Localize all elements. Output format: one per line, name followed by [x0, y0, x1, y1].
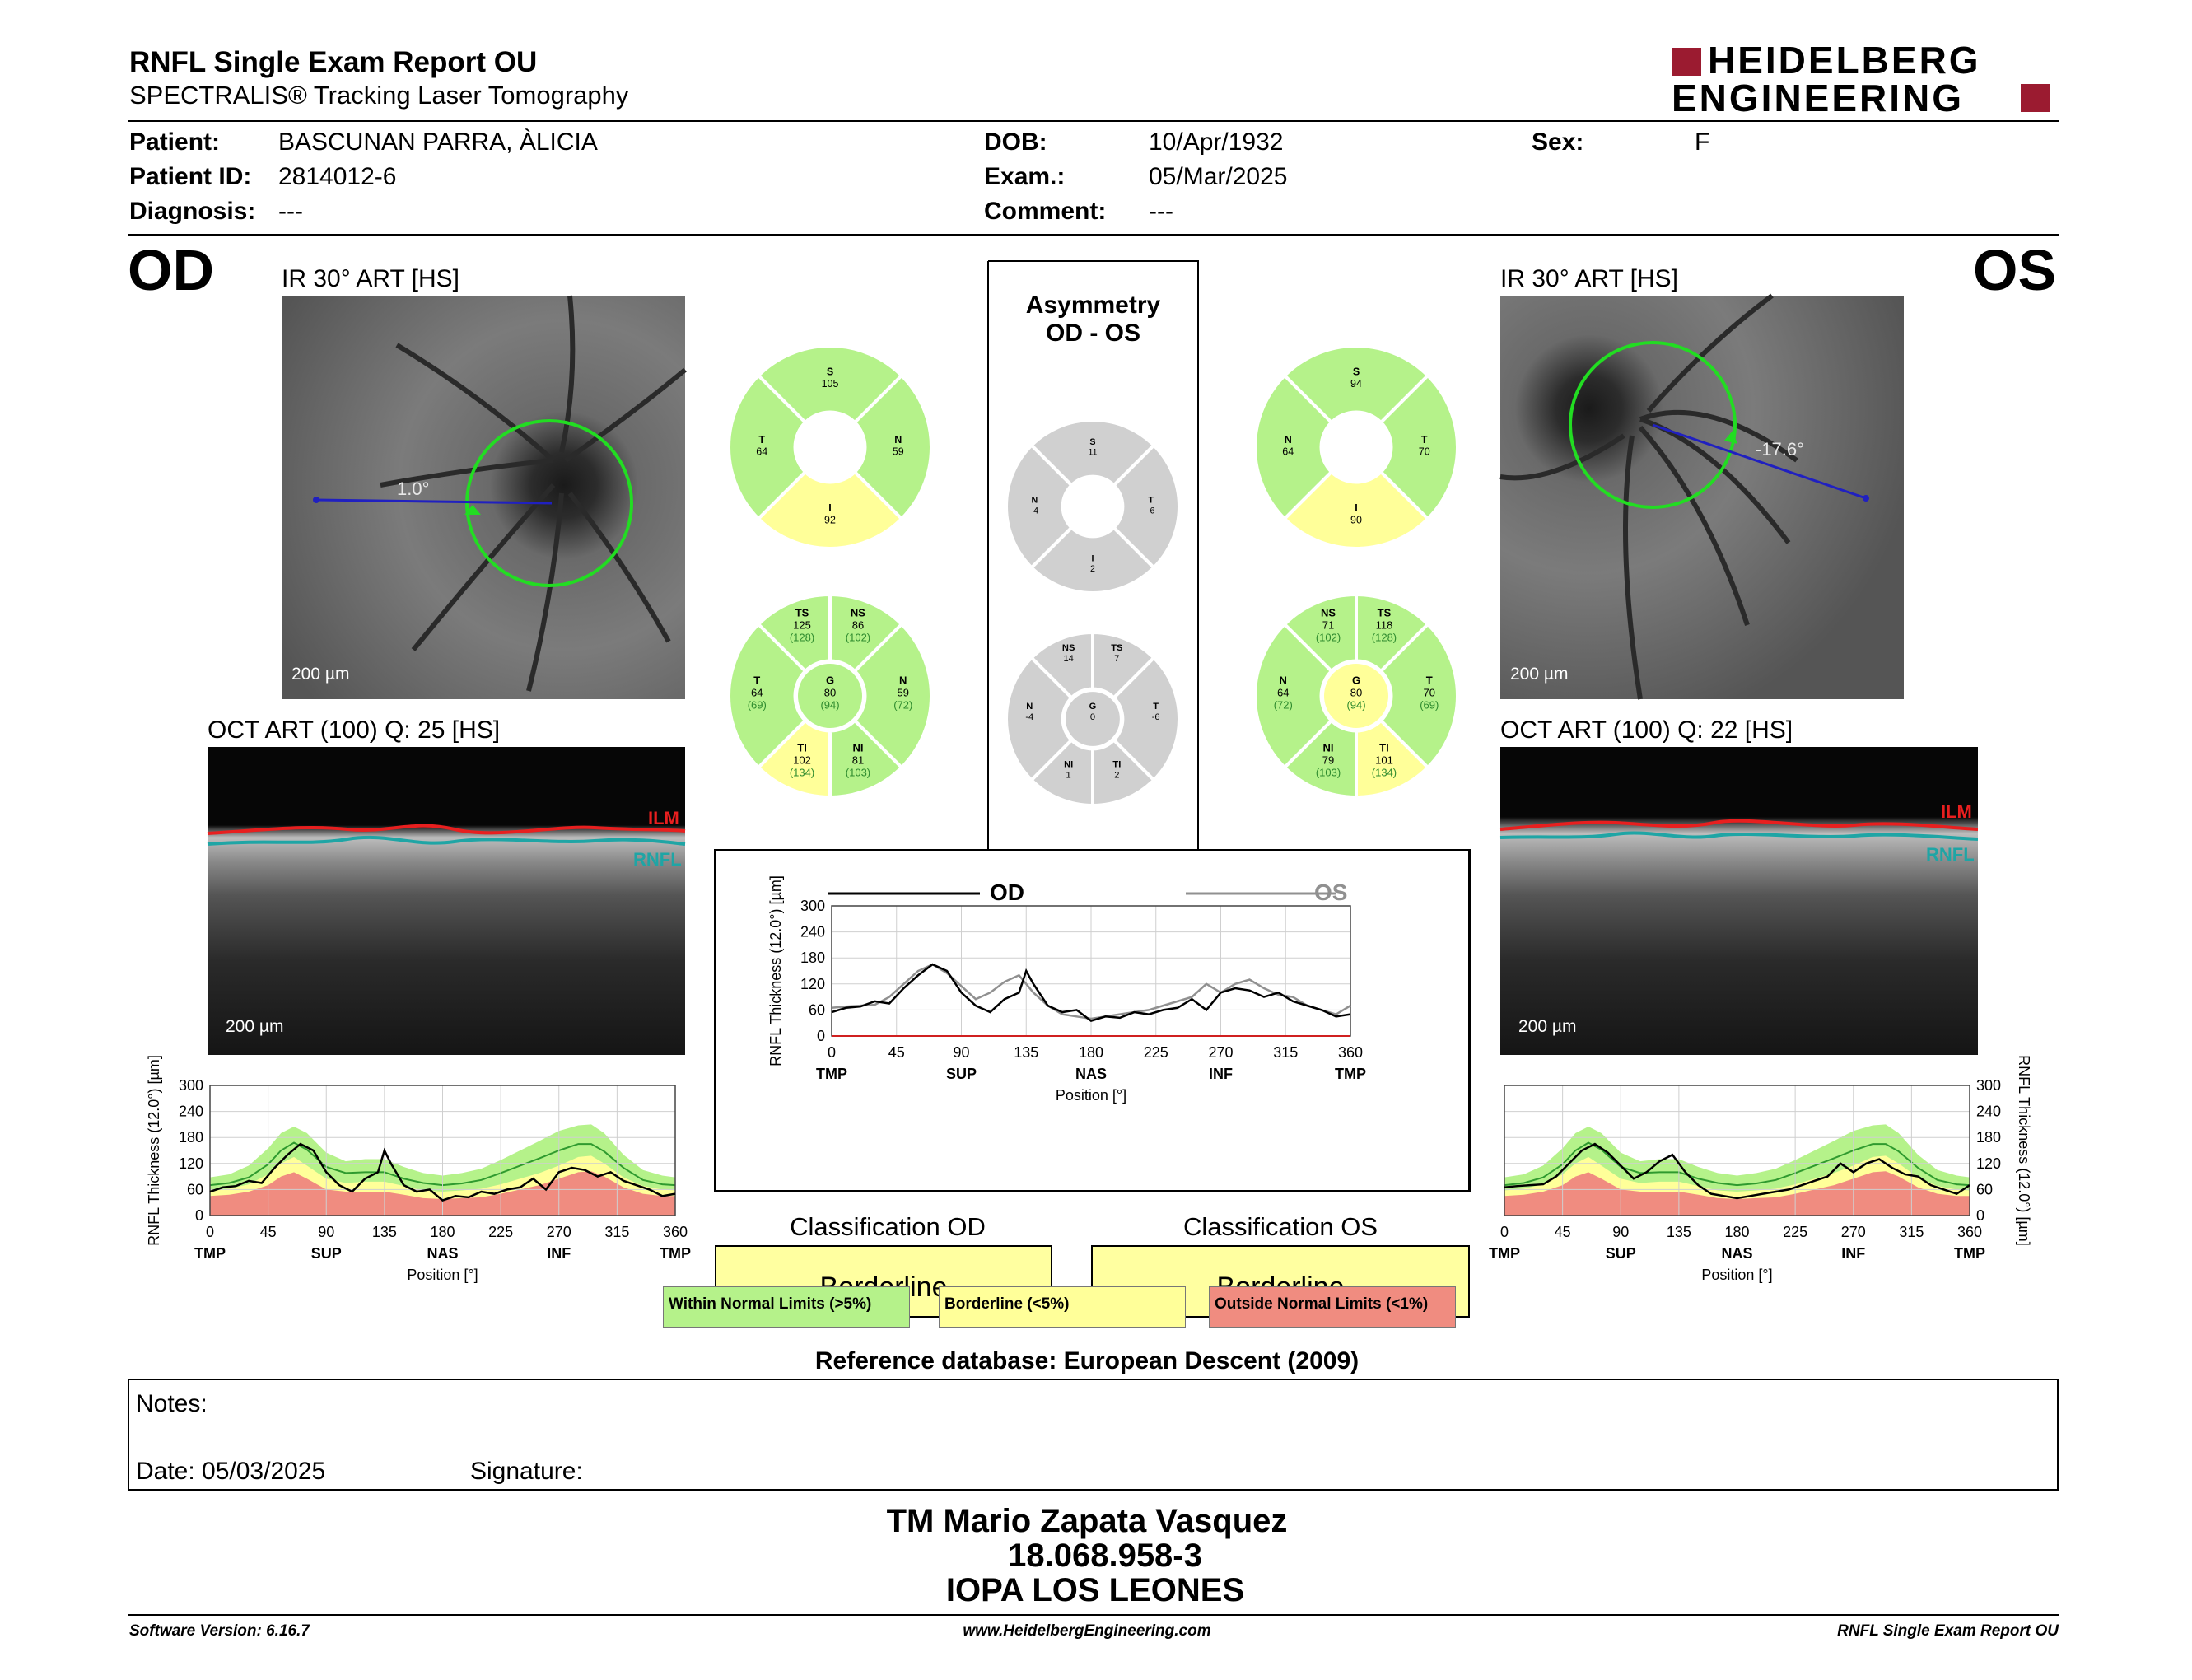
- sector-value-label: 79: [1322, 754, 1335, 767]
- sector-label: NAS: [427, 1245, 459, 1262]
- legend-borderline: Borderline (<5%): [939, 1286, 1186, 1328]
- y-tick-label: 0: [816, 1028, 825, 1044]
- od-profile-chart: [136, 1055, 691, 1293]
- y-tick-label: 0: [194, 1207, 203, 1224]
- os-legend-label: OS: [1314, 880, 1348, 905]
- patient-id-label: Patient ID:: [129, 163, 252, 190]
- x-tick-label: 315: [1273, 1044, 1299, 1061]
- sector-code-label: T: [753, 674, 761, 687]
- y-axis-label: RNFL Thickness (12.0°) [µm]: [767, 875, 784, 1066]
- sector-value-label: 59: [897, 686, 909, 699]
- comment-value: ---: [1149, 198, 1173, 225]
- sector-value-label: 64: [1282, 446, 1294, 458]
- x-tick-label: 180: [1724, 1224, 1750, 1240]
- od-oct-image: [208, 747, 685, 1055]
- x-tick-label: 360: [1337, 1044, 1364, 1061]
- sector-reference-label: (94): [1346, 698, 1366, 712]
- sector-reference-label: (94): [820, 698, 840, 712]
- sector-reference-label: (102): [845, 631, 871, 644]
- report-title: RNFL Single Exam Report OU: [129, 46, 538, 78]
- sector-label: INF: [1209, 1066, 1233, 1082]
- legend-within-normal: Within Normal Limits (>5%): [663, 1286, 910, 1328]
- sector-code-label: NS: [1061, 642, 1075, 653]
- y-tick-label: 120: [178, 1155, 203, 1172]
- asymmetry-quadrant-wheel: [1005, 418, 1181, 595]
- sector-code-label: G: [1351, 674, 1361, 687]
- sector-code-label: T: [1420, 434, 1428, 446]
- od-ir-scale: 200 µm: [291, 665, 350, 684]
- sector-value-label: -4: [1025, 712, 1034, 722]
- sex-value: F: [1695, 128, 1710, 156]
- diagnosis-label: Diagnosis:: [129, 198, 256, 225]
- x-tick-label: 180: [430, 1224, 455, 1240]
- sector-reference-label: (72): [1273, 698, 1293, 712]
- sector-value-label: -6: [1146, 506, 1155, 516]
- sector-value-label: 70: [1418, 446, 1430, 458]
- sector-label: TMP: [194, 1245, 226, 1262]
- sector-code-label: NS: [850, 606, 865, 619]
- y-tick-label: 180: [1976, 1129, 2002, 1146]
- x-tick-label: 315: [604, 1224, 630, 1240]
- sector-value-label: 80: [1350, 686, 1363, 699]
- sector-code-label: T: [1425, 674, 1433, 687]
- od-ir-image: [282, 296, 685, 699]
- od-legend-label: OD: [990, 880, 1024, 905]
- sector-label: TMP: [1954, 1245, 1985, 1262]
- notes-box: [128, 1379, 2059, 1491]
- sector-value-label: 7: [1114, 654, 1120, 665]
- signature-label: Signature:: [470, 1458, 583, 1485]
- patient-id: 2814012-6: [278, 163, 397, 190]
- os-profile-chart: [1489, 1055, 2038, 1293]
- y-tick-label: 300: [800, 898, 825, 914]
- x-tick-label: 0: [205, 1224, 215, 1240]
- od-classification-title: Classification OD: [790, 1212, 986, 1241]
- os-classification-title: Classification OS: [1182, 1212, 1378, 1241]
- sector-value-label: 71: [1322, 618, 1335, 632]
- os-ir-label: IR 30° ART [HS]: [1500, 265, 1678, 292]
- sector-value-label: 2: [1114, 770, 1120, 781]
- sector-reference-label: (134): [789, 766, 815, 779]
- os-eye-label: OS: [1973, 238, 2057, 302]
- sector-value-label: 105: [821, 377, 839, 390]
- sector-code-label: N: [1279, 674, 1287, 687]
- x-tick-label: 225: [1783, 1224, 1808, 1240]
- x-tick-label: 45: [259, 1224, 277, 1240]
- x-tick-label: 0: [1499, 1224, 1509, 1240]
- x-tick-label: 135: [371, 1224, 397, 1240]
- sector-value-label: 0: [1089, 712, 1096, 722]
- sector-code-label: TS: [1377, 606, 1392, 619]
- sector-reference-label: (69): [747, 698, 767, 712]
- asymmetry-title: Asymmetry OD - OS: [1025, 292, 1161, 347]
- sector-code-label: T: [1153, 701, 1159, 712]
- y-tick-label: 60: [808, 1001, 825, 1019]
- os-oct-image: [1500, 747, 1978, 1055]
- sector-code-label: G: [825, 674, 835, 687]
- x-tick-label: 135: [1014, 1044, 1039, 1061]
- sector-code-label: N: [1026, 701, 1033, 712]
- x-tick-label: 180: [1078, 1044, 1104, 1061]
- sector-value-label: -6: [1151, 712, 1160, 722]
- os-ir-image: [1500, 296, 1904, 699]
- os-ilm-label: ILM: [1941, 801, 1972, 822]
- sector-label: INF: [1841, 1245, 1866, 1262]
- od-oct-label: OCT ART (100) Q: 25 [HS]: [208, 716, 501, 744]
- sector-label: TMP: [660, 1245, 691, 1262]
- sector-code-label: N: [1031, 495, 1038, 506]
- legend-outside-normal: Outside Normal Limits (<1%): [1209, 1286, 1456, 1328]
- patient-label: Patient:: [129, 128, 221, 156]
- notes-label: Notes:: [136, 1390, 208, 1417]
- sector-reference-label: (103): [845, 766, 871, 779]
- report-subtitle: SPECTRALIS® Tracking Laser Tomography: [129, 81, 629, 110]
- x-tick-label: 360: [1956, 1224, 1983, 1240]
- comparison-chart: [741, 873, 1367, 1120]
- footer-website[interactable]: www.HeidelbergEngineering.com: [963, 1622, 1211, 1640]
- sector-label: NAS: [1075, 1066, 1108, 1082]
- sector-code-label: NI: [1322, 741, 1334, 754]
- sector-value-label: 86: [851, 618, 865, 632]
- sector-code-label: S: [826, 366, 834, 378]
- sector-code-label: N: [899, 674, 907, 687]
- sector-reference-label: (103): [1315, 766, 1341, 779]
- sector-value-label: -4: [1030, 506, 1039, 516]
- y-tick-label: 120: [1976, 1155, 2002, 1172]
- sector-label: SUP: [945, 1066, 977, 1082]
- exam-label: Exam.:: [984, 163, 1066, 190]
- asymmetry-sector-wheel: [1005, 631, 1181, 807]
- x-tick-label: 45: [888, 1044, 905, 1061]
- y-tick-label: 300: [1976, 1077, 2002, 1094]
- od-rnfl-label: RNFL: [633, 849, 682, 870]
- x-axis-label: Position [°]: [1055, 1087, 1127, 1104]
- os-oct-label: OCT ART (100) Q: 22 [HS]: [1500, 716, 1793, 744]
- sector-reference-label: (134): [1371, 766, 1397, 779]
- x-tick-label: 270: [1840, 1224, 1866, 1240]
- od-oct-scale: 200 µm: [226, 1017, 284, 1036]
- x-tick-label: 90: [1612, 1224, 1630, 1240]
- sector-code-label: NS: [1321, 606, 1336, 619]
- sector-code-label: G: [1089, 701, 1097, 712]
- od-sector-wheel: [727, 593, 933, 799]
- sector-reference-label: (128): [1371, 631, 1397, 644]
- sector-reference-label: (128): [789, 631, 815, 644]
- patient-name: BASCUNAN PARRA, ÀLICIA: [278, 128, 598, 156]
- sector-code-label: NI: [1064, 759, 1074, 770]
- sector-code-label: TS: [1111, 642, 1123, 653]
- y-tick-label: 240: [178, 1103, 203, 1120]
- sector-code-label: TI: [797, 741, 807, 754]
- exam-date: 05/Mar/2025: [1149, 163, 1288, 190]
- sector-code-label: S: [1089, 437, 1096, 448]
- sector-value-label: 118: [1375, 618, 1393, 632]
- sector-value-label: 80: [823, 686, 837, 699]
- od-ir-label: IR 30° ART [HS]: [282, 265, 459, 292]
- sector-label: NAS: [1721, 1245, 1753, 1262]
- sector-code-label: I: [1355, 502, 1358, 514]
- y-axis-label: RNFL Thickness (12.0°) [µm]: [2016, 1055, 2032, 1246]
- sector-label: SUP: [310, 1245, 342, 1262]
- od-ilm-label: ILM: [648, 808, 679, 828]
- od-quadrant-wheel: [727, 344, 933, 550]
- sector-code-label: I: [1091, 553, 1094, 564]
- y-tick-label: 60: [1976, 1181, 1994, 1198]
- stamp-id: 18.068.958-3: [1008, 1538, 1202, 1574]
- x-tick-label: 90: [953, 1044, 970, 1061]
- sector-value-label: 90: [1350, 514, 1362, 526]
- y-tick-label: 180: [800, 950, 825, 967]
- sector-code-label: TI: [1112, 759, 1122, 770]
- x-axis-label: Position [°]: [1701, 1267, 1773, 1283]
- y-tick-label: 300: [178, 1077, 203, 1094]
- x-tick-label: 135: [1666, 1224, 1691, 1240]
- os-sector-wheel: [1253, 593, 1459, 799]
- y-tick-label: 180: [178, 1129, 203, 1146]
- sector-value-label: 94: [1350, 377, 1362, 390]
- x-tick-label: 360: [662, 1224, 688, 1240]
- sector-value-label: 125: [793, 618, 811, 632]
- sector-label: TMP: [816, 1066, 847, 1082]
- sector-code-label: T: [758, 434, 766, 446]
- os-rnfl-label: RNFL: [1926, 844, 1975, 865]
- sector-value-label: 2: [1090, 564, 1095, 575]
- reference-database: Reference database: European Descent (2009): [814, 1347, 1360, 1374]
- stamp-name: TM Mario Zapata Vasquez: [886, 1503, 1288, 1539]
- signature-stamp: [0, 1504, 2174, 1608]
- sector-value-label: 64: [756, 446, 768, 458]
- sector-code-label: N: [1284, 434, 1292, 446]
- sector-value-label: 14: [1063, 654, 1074, 665]
- sector-code-label: NI: [852, 741, 864, 754]
- sector-label: INF: [547, 1245, 571, 1262]
- od-angle-label: 1.0°: [397, 478, 430, 499]
- comment-label: Comment:: [984, 198, 1107, 225]
- x-tick-label: 270: [1208, 1044, 1234, 1061]
- sector-label: TMP: [1489, 1245, 1520, 1262]
- x-axis-label: Position [°]: [407, 1267, 478, 1283]
- sector-value-label: 81: [851, 754, 865, 767]
- sector-reference-label: (69): [1420, 698, 1439, 712]
- sector-value-label: 92: [824, 514, 836, 526]
- sector-reference-label: (72): [893, 698, 913, 712]
- sector-value-label: 64: [751, 686, 763, 699]
- dob-label: DOB:: [984, 128, 1047, 156]
- stamp-clinic: IOPA LOS LEONES: [945, 1572, 1245, 1608]
- od-eye-label: OD: [128, 238, 214, 302]
- y-tick-label: 240: [800, 923, 825, 940]
- sector-code-label: TS: [795, 606, 809, 619]
- os-angle-label: -17.6°: [1756, 439, 1804, 460]
- dob-value: 10/Apr/1932: [1149, 128, 1284, 156]
- y-tick-label: 120: [800, 975, 825, 992]
- software-version: Software Version: 6.16.7: [129, 1622, 310, 1640]
- sector-code-label: S: [1352, 366, 1360, 378]
- sector-label: SUP: [1605, 1245, 1636, 1262]
- os-ir-scale: 200 µm: [1510, 665, 1569, 684]
- sector-value-label: 1: [1066, 770, 1071, 781]
- sector-value-label: 70: [1423, 686, 1435, 699]
- x-tick-label: 45: [1554, 1224, 1571, 1240]
- x-tick-label: 225: [488, 1224, 514, 1240]
- sector-reference-label: (102): [1315, 631, 1341, 644]
- x-tick-label: 90: [318, 1224, 335, 1240]
- x-tick-label: 315: [1899, 1224, 1924, 1240]
- sex-label: Sex:: [1532, 128, 1584, 156]
- x-tick-label: 225: [1143, 1044, 1168, 1061]
- date-label: Date: 05/03/2025: [136, 1458, 326, 1485]
- x-tick-label: 0: [827, 1044, 837, 1061]
- sector-code-label: TI: [1379, 741, 1389, 754]
- footer-report-name: RNFL Single Exam Report OU: [1837, 1622, 2059, 1640]
- sector-value-label: 101: [1375, 754, 1393, 767]
- y-tick-label: 240: [1976, 1103, 2002, 1120]
- os-quadrant-wheel: [1253, 344, 1459, 550]
- x-tick-label: 270: [546, 1224, 571, 1240]
- heidelberg-logo: HEIDELBERG ENGINEERING: [1672, 44, 2059, 119]
- y-tick-label: 60: [186, 1181, 203, 1198]
- os-oct-scale: 200 µm: [1518, 1017, 1577, 1036]
- y-axis-label: RNFL Thickness (12.0°) [µm]: [146, 1055, 162, 1246]
- sector-value-label: 102: [793, 754, 811, 767]
- sector-value-label: 64: [1277, 686, 1290, 699]
- diagnosis-value: ---: [278, 198, 303, 225]
- sector-code-label: T: [1148, 495, 1154, 506]
- sector-value-label: 11: [1088, 447, 1098, 458]
- y-tick-label: 0: [1976, 1207, 1985, 1224]
- sector-label: TMP: [1335, 1066, 1366, 1082]
- sector-value-label: 59: [892, 446, 904, 458]
- sector-code-label: I: [828, 502, 832, 514]
- sector-code-label: N: [894, 434, 902, 446]
